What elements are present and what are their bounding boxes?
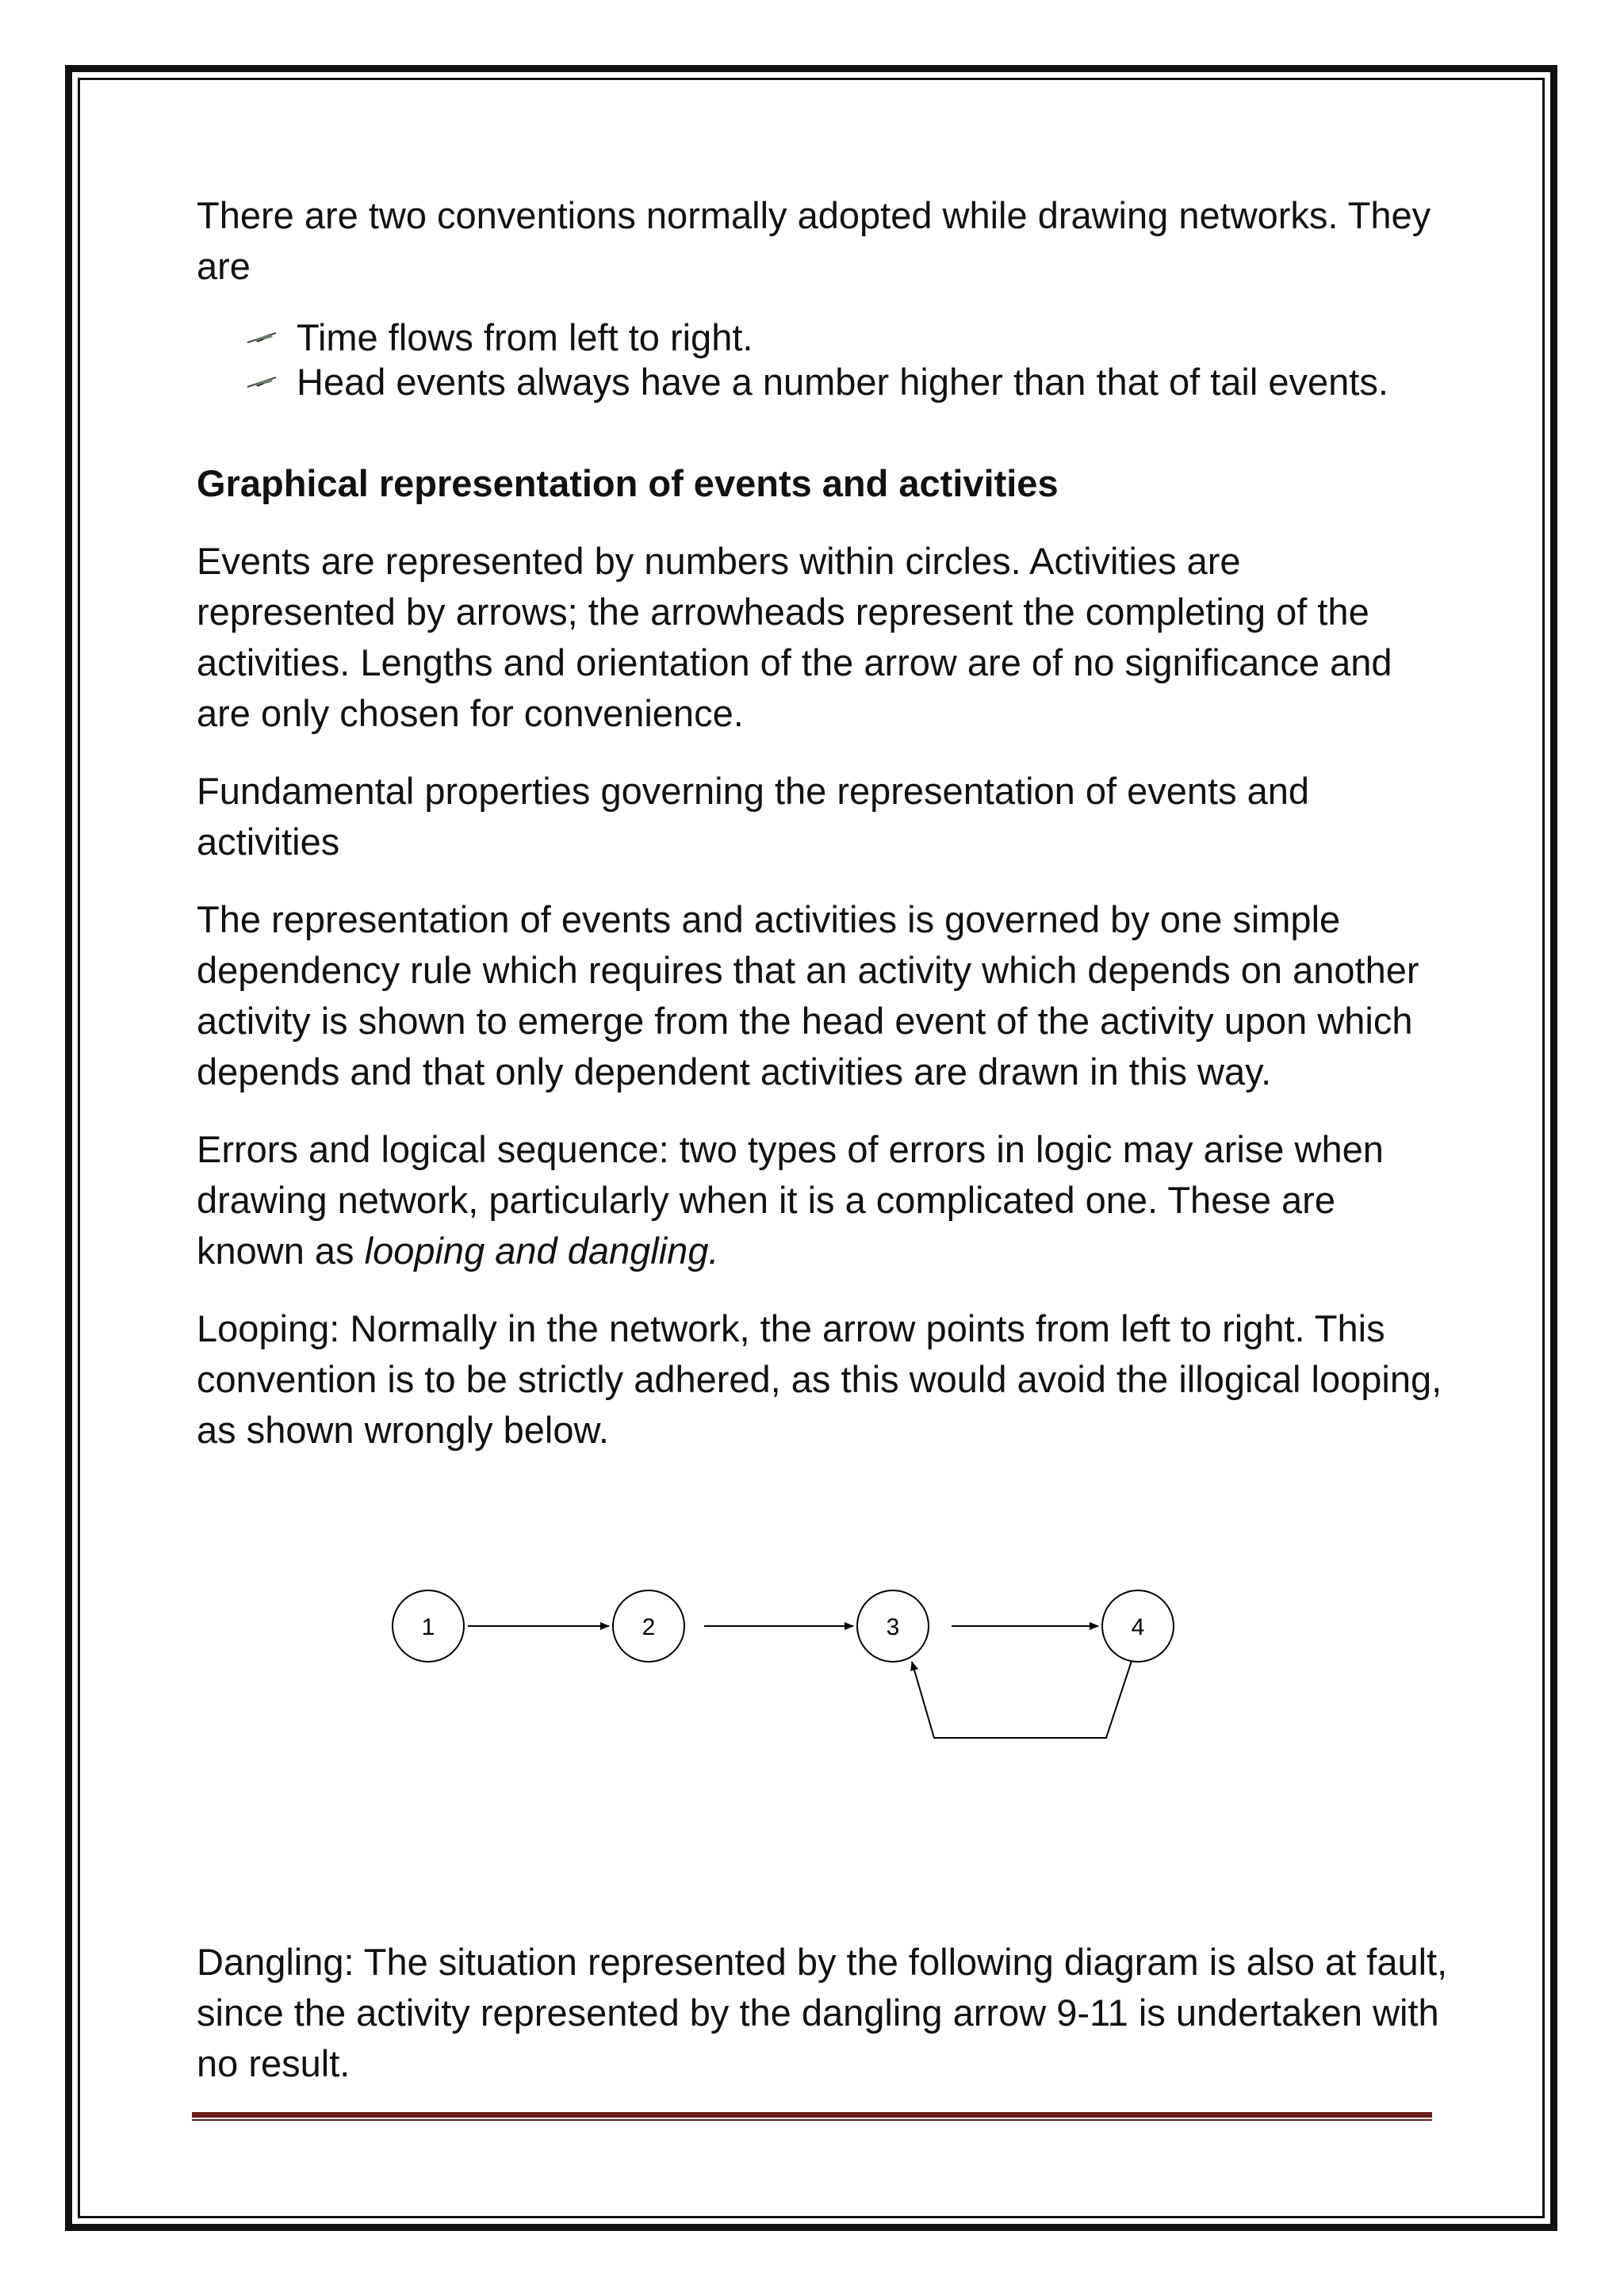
list-item-text: Head events always have a number higher than that of tail events. — [297, 361, 1388, 403]
errors-paragraph — [197, 1124, 1450, 1276]
list-item-text: Time flows from left to right. — [297, 316, 753, 358]
edge-4-3-loop — [912, 1661, 1132, 1738]
errors-text: Errors and logical sequence: two types of errors in logic may arise when drawing network, particularly when it is a complicated one. These are known as — [197, 1128, 1384, 1272]
event-node — [857, 1590, 929, 1662]
feather-bullet-icon — [246, 330, 278, 346]
event-node — [1102, 1590, 1174, 1662]
footer-rule-thick — [192, 2112, 1432, 2118]
event-node-label: 3 — [886, 1614, 900, 1640]
footer-rule — [192, 2112, 1432, 2122]
event-node-label: 2 — [642, 1614, 656, 1640]
looping-network-diagram — [381, 1574, 1205, 1764]
intro-paragraph: There are two conventions normally adopted while drawing networks. They are — [197, 194, 1431, 287]
events-paragraph: Events are represented by numbers within circles. Activities are represented by arrows; the arrowheads represent the completing of the activities. Lengths and orientation of the arrow are of no significance and are only chosen for convenience. — [197, 540, 1392, 734]
properties-paragraph: Fundamental properties governing the representation of events and activities — [197, 770, 1310, 863]
event-node — [613, 1590, 684, 1662]
footer-rule-thin — [192, 2119, 1432, 2121]
list-item — [246, 316, 1450, 360]
list-item — [246, 360, 1450, 404]
conventions-list — [197, 316, 1450, 404]
event-node — [393, 1590, 464, 1662]
errors-italic-text: looping and dangling. — [364, 1230, 719, 1272]
dangling-paragraph: Dangling: The situation represented by the following diagram is also at fault, since the activity represented by the dangling arrow 9-11 is undertaken with no result. — [197, 1941, 1448, 2084]
dependency-rule-paragraph: The representation of events and activities is governed by one simple dependency rule which requires that an activity which depends on another activity is shown to emerge from the head event of the activity upon which depends and that only dependent activities are drawn in this way. — [197, 898, 1419, 1093]
feather-bullet-icon — [246, 374, 278, 390]
event-node-label: 4 — [1131, 1614, 1145, 1640]
section-heading: Graphical representation of events and activities — [197, 462, 1059, 504]
page-content — [197, 190, 1450, 1483]
event-node-label: 1 — [421, 1614, 435, 1640]
looping-paragraph: Looping: Normally in the network, the arrow points from left to right. This convention is to be strictly adhered, as this would avoid the illogical looping, as shown wrongly below. — [197, 1307, 1442, 1451]
